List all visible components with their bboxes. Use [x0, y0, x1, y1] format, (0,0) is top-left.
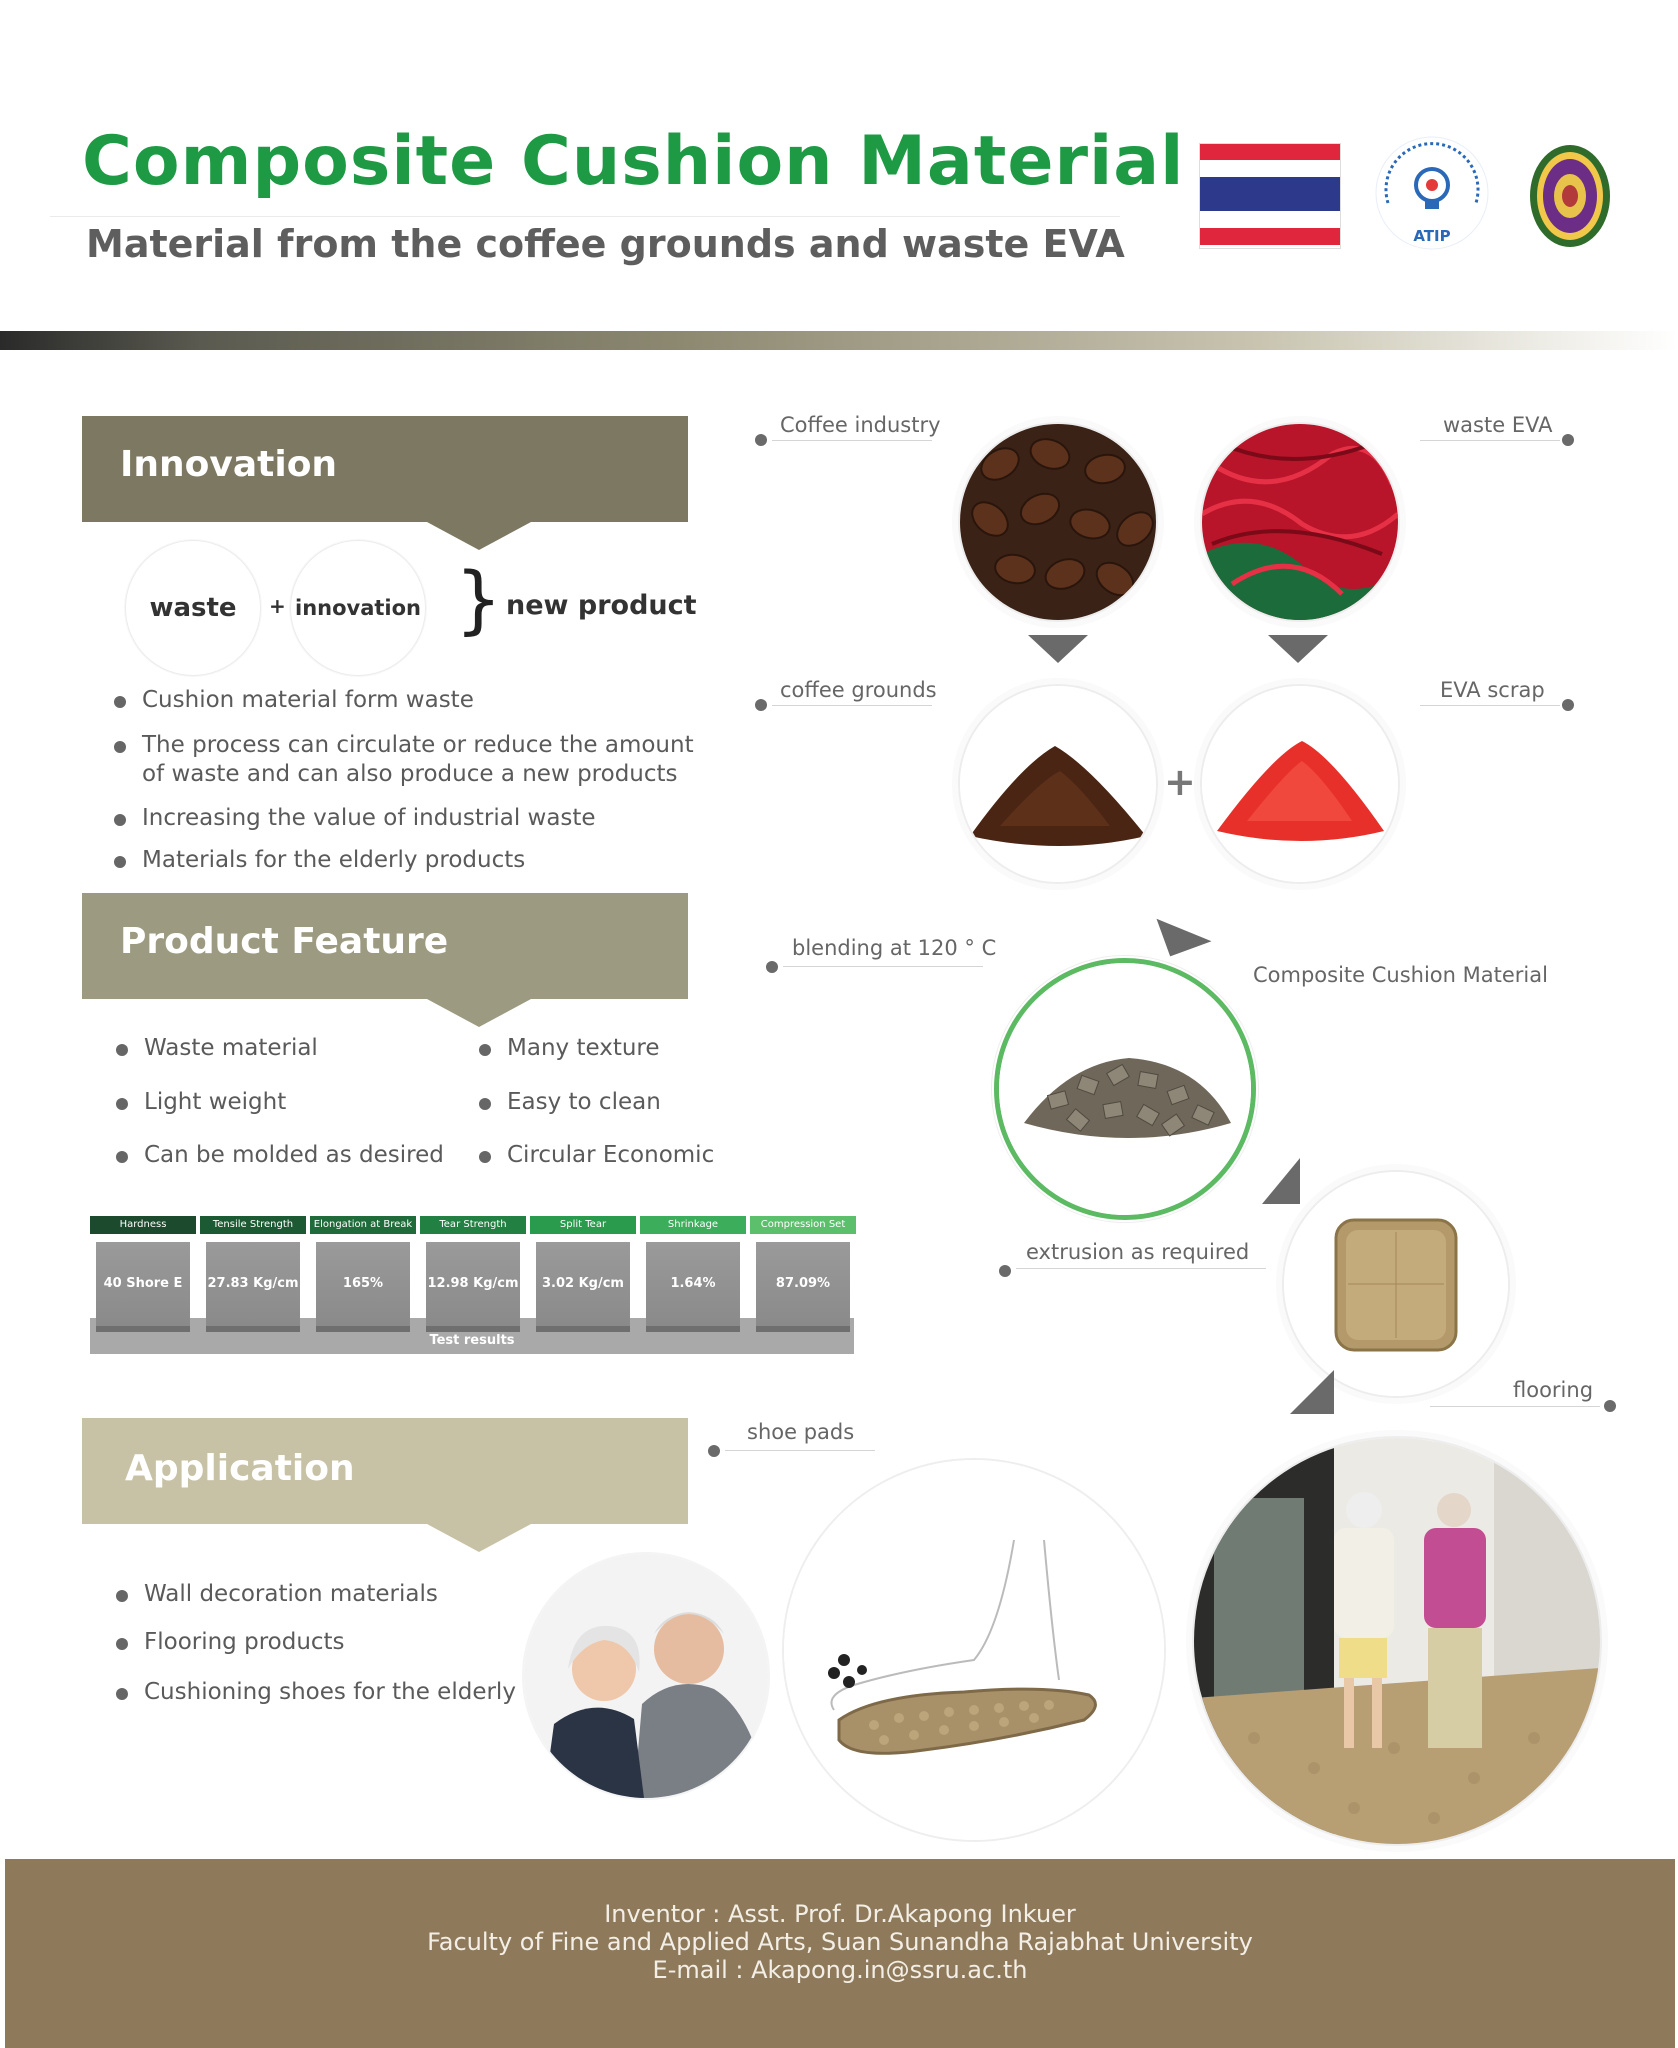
footer	[5, 1859, 1675, 2048]
feature-header	[82, 893, 688, 999]
callout-line	[1420, 705, 1560, 706]
page-title: Composite Cushion Material	[82, 122, 1185, 201]
callout-line	[783, 966, 983, 967]
label-shoe-pads: shoe pads	[747, 1420, 855, 1444]
arrow-icon	[1156, 904, 1211, 957]
test-result-header: Shrinkage	[640, 1216, 746, 1234]
equation-result: new product	[506, 590, 697, 621]
innovation-heading: Innovation	[120, 444, 338, 485]
test-result-value: 12.98 Kg/cm	[426, 1242, 520, 1332]
list-item: Materials for the elderly products	[142, 846, 525, 875]
flooring-walkers-image	[1192, 1436, 1602, 1846]
test-result-column	[750, 1216, 856, 1332]
elderly-couple-image	[522, 1552, 770, 1800]
label-blending: blending at 120 ° C	[792, 936, 997, 960]
label-flooring: flooring	[1513, 1378, 1594, 1402]
coffee-beans-image	[958, 422, 1158, 622]
test-result-value: 40 Shore E	[96, 1242, 190, 1332]
test-result-value: 3.02 Kg/cm	[536, 1242, 630, 1332]
waste-eva-image	[1200, 422, 1400, 622]
callout-dot	[708, 1445, 720, 1457]
extruded-pad-image	[1282, 1170, 1510, 1398]
arrow-down-icon	[1268, 635, 1328, 663]
equation-waste: waste	[149, 593, 237, 623]
test-result-header: Tear Strength	[420, 1216, 526, 1234]
header-gradient-bar	[0, 331, 1678, 350]
list-item: Flooring products	[144, 1628, 345, 1657]
list-item: The process can circulate or reduce the amount	[142, 731, 694, 760]
test-result-value: 1.64%	[646, 1242, 740, 1332]
title-divider	[50, 216, 1120, 217]
callout-dot	[766, 961, 778, 973]
innovation-header	[82, 416, 688, 522]
page-subtitle: Material from the coffee grounds and waste EVA	[86, 222, 1125, 266]
callout-line	[725, 1450, 875, 1451]
list-item: Many texture	[507, 1034, 660, 1063]
callout-line	[772, 440, 932, 441]
test-result-header: Split Tear	[530, 1216, 636, 1234]
label-waste-eva: waste EVA	[1443, 413, 1553, 437]
list-item: Light weight	[144, 1088, 286, 1117]
test-result-value: 165%	[316, 1242, 410, 1332]
footer-faculty: Faculty of Fine and Applied Arts, Suan Sunandha Rajabhat University	[427, 1928, 1253, 1956]
equation-brace: }	[455, 557, 503, 643]
list-item: Easy to clean	[507, 1088, 661, 1117]
footer-inventor: Inventor : Asst. Prof. Dr.Akapong Inkuer	[604, 1900, 1076, 1928]
callout-dot	[999, 1265, 1011, 1277]
callout-dot	[1562, 699, 1574, 711]
label-extrusion: extrusion as required	[1026, 1240, 1250, 1264]
test-result-column	[200, 1216, 306, 1332]
list-item: Cushioning shoes for the elderly	[144, 1678, 516, 1707]
list-item-continuation: of waste and can also produce a new products	[142, 761, 678, 787]
test-result-header: Hardness	[90, 1216, 196, 1234]
arrow-icon	[1262, 1158, 1300, 1204]
shoe-pad-image	[782, 1458, 1166, 1842]
callout-dot	[1562, 434, 1574, 446]
list-item: Increasing the value of industrial waste	[142, 804, 596, 833]
equation-plus: +	[269, 594, 286, 618]
label-coffee-grounds: coffee grounds	[780, 678, 937, 702]
callout-dot	[1604, 1400, 1616, 1412]
plus-sign: +	[1164, 760, 1196, 804]
eva-scrap-image	[1200, 684, 1400, 884]
composite-granules-image	[994, 958, 1256, 1220]
list-item: Cushion material form waste	[142, 686, 474, 715]
label-composite-cushion-material: Composite Cushion Material	[1253, 963, 1548, 987]
callout-dot	[755, 699, 767, 711]
list-item: Waste material	[144, 1034, 318, 1063]
university-seal-icon	[1528, 143, 1612, 249]
coffee-grounds-image	[958, 684, 1158, 884]
waste-circle	[125, 540, 261, 676]
test-result-value: 87.09%	[756, 1242, 850, 1332]
atip-logo-text: ATIP	[1413, 227, 1451, 245]
test-result-column	[530, 1216, 636, 1332]
test-result-column	[640, 1216, 746, 1332]
thai-flag-icon	[1199, 143, 1341, 249]
equation-innovation: innovation	[295, 596, 421, 620]
atip-logo-icon	[1372, 133, 1492, 253]
list-item: Circular Economic	[507, 1141, 714, 1170]
test-result-value: 27.83 Kg/cm	[206, 1242, 300, 1332]
label-eva-scrap: EVA scrap	[1440, 678, 1545, 702]
callout-line	[1430, 1406, 1600, 1407]
list-item: Wall decoration materials	[144, 1580, 438, 1609]
test-result-column	[310, 1216, 416, 1332]
callout-line	[1420, 440, 1560, 441]
test-result-column	[420, 1216, 526, 1332]
application-heading: Application	[125, 1448, 355, 1489]
test-result-header: Tensile Strength	[200, 1216, 306, 1234]
callout-dot	[755, 434, 767, 446]
arrow-icon	[1290, 1370, 1334, 1414]
callout-line	[772, 705, 932, 706]
footer-email: E-mail : Akapong.in@ssru.ac.th	[652, 1956, 1028, 1984]
callout-line	[1016, 1268, 1266, 1269]
test-result-column	[90, 1216, 196, 1332]
arrow-down-icon	[1028, 635, 1088, 663]
list-item: Can be molded as desired	[144, 1141, 444, 1170]
label-coffee-industry: Coffee industry	[780, 413, 941, 437]
test-result-header: Compression Set	[750, 1216, 856, 1234]
feature-heading: Product Feature	[120, 921, 449, 962]
innovation-circle	[290, 540, 426, 676]
application-header	[82, 1418, 688, 1524]
test-results-label: Test results	[429, 1333, 515, 1348]
test-result-header: Elongation at Break	[310, 1216, 416, 1234]
